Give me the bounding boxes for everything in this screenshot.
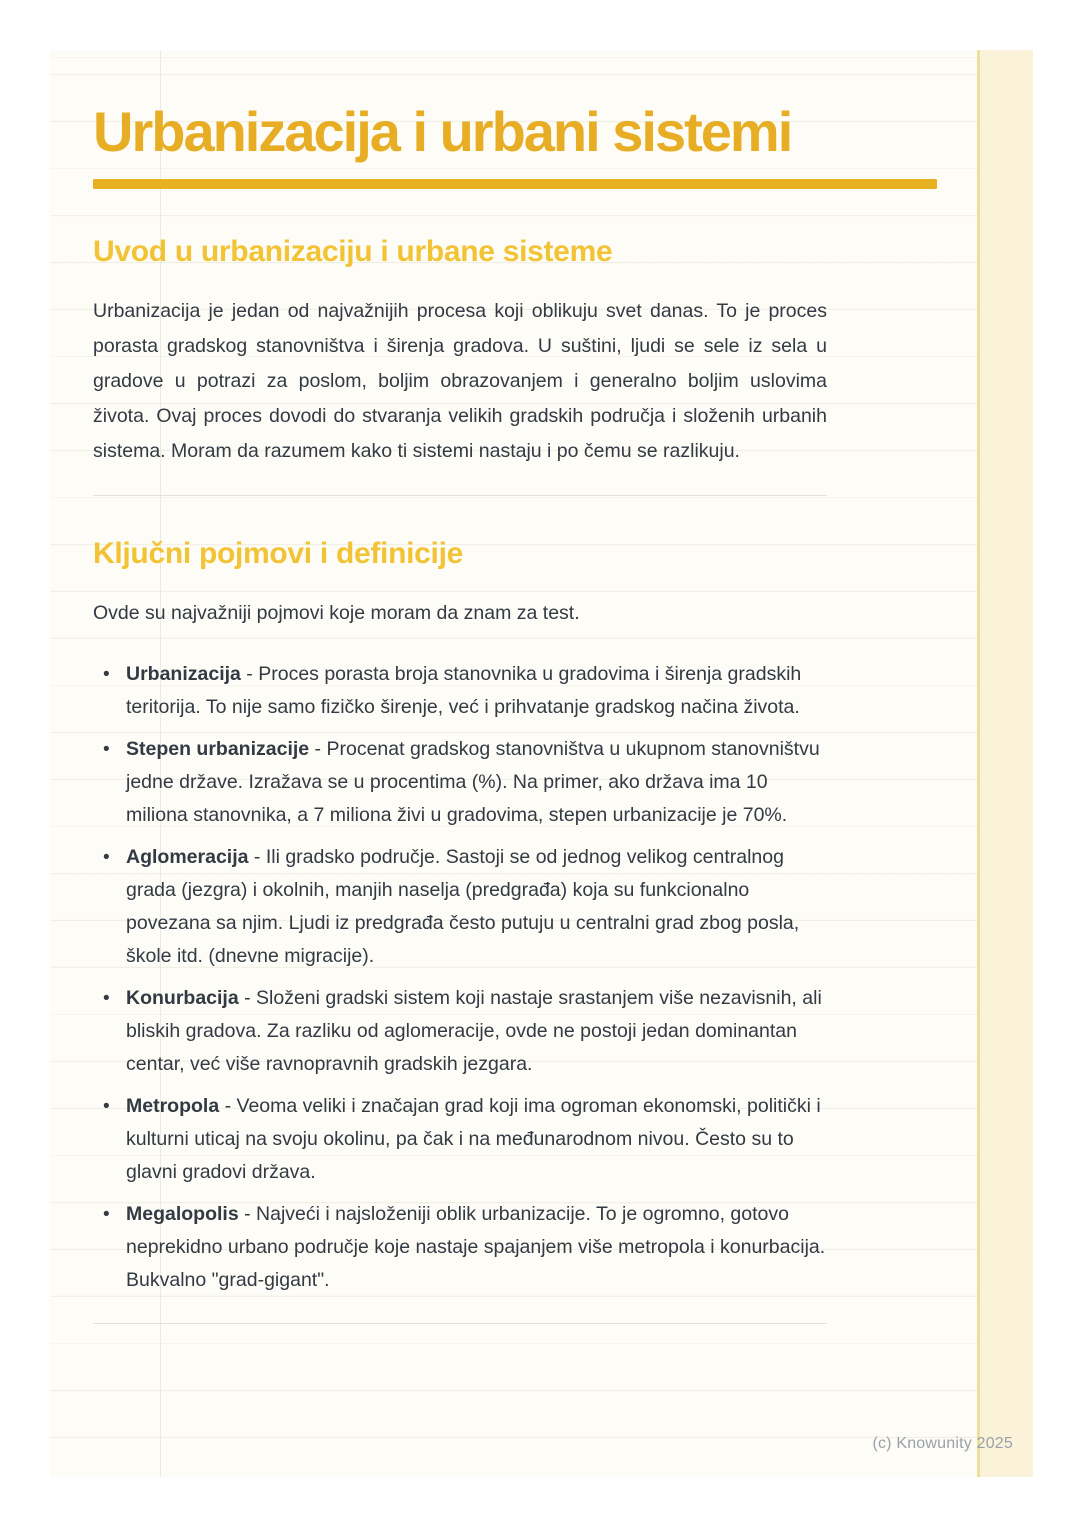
term-label: Urbanizacija [126,663,241,686]
page-title: Urbanizacija i urbani sistemi [93,100,792,163]
definitions-intro: Ovde su najvažniji pojmovi koje moram da znam za test. [93,602,580,625]
bullet-icon: • [103,1204,110,1226]
footer-credit: (c) Knowunity 2025 [872,1435,1013,1452]
section-intro [93,235,827,469]
term-item [93,733,827,832]
page-content [50,50,827,1324]
term-label: Aglomeracija [126,846,249,869]
bullet-icon: • [103,664,110,686]
document-page [50,50,1033,1477]
section-divider [93,495,827,496]
term-label: Megalopolis [126,1203,239,1226]
bullet-icon: • [103,847,110,869]
term-item [93,841,827,973]
intro-paragraph: Urbanizacija je jedan od najvažnijih procesa koji oblikuju svet danas. To je proces porasta gradskog stanovništva i širenja gradova. U suštini, ljudi se sele iz sela u gradove u potrazi za poslom, boljim obrazovanjem i generalno boljim uslovima života. Ovaj proces dovodi do stvaranja velikih gradskih područja i složenih urbanih sistema. Moram da razumem kako ti sistemi nastaju i po čemu se razlikuju. [93,300,827,463]
section-definitions [93,537,827,1297]
term-separator: - [238,987,257,1010]
term-definition: Proces porasta broja stanovnika u gradovima i širenja gradskih teritorija. To nije samo fizičko širenje, već i prihvatanje gradskog načina života. [126,663,802,719]
term-item [93,1090,827,1189]
term-definition: Složeni gradski sistem koji nastaje srastanjem više nezavisnih, ali bliskih gradova. Za razliku od aglomeracije, ovde ne postoji jedan dominantan centar, već više ravnopravnih gradskih jezgara. [126,987,822,1076]
term-separator: - [238,1203,257,1226]
term-definition: Procenat gradskog stanovništva u ukupnom stanovništvu jedne države. Izražava se u procentima (%). Na primer, ako država ima 10 miliona stanovnika, a 7 miliona živi u gradovima, stepen urbanizacije je 70%. [126,738,820,827]
term-definition: Veoma veliki i značajan grad koji ima ogroman ekonomski, politički i kulturni uticaj na svoju okolinu, pa čak i na međunarodnom nivou. Često su to glavni gradovi država. [126,1095,821,1184]
intro-section-heading: Uvod u urbanizaciju i urbane sisteme [93,235,613,269]
term-label: Stepen urbanizacije [126,738,310,761]
term-separator: - [248,846,266,869]
term-separator: - [309,738,327,761]
term-definition: Najveći i najsloženiji oblik urbanizacije. To je ogromno, gotovo neprekidno urbano područje koje nastaje spajanjem više metropola i konurbacija. Bukvalno "grad-gigant". [126,1203,826,1292]
section-divider [93,1323,827,1324]
term-separator: - [240,663,259,686]
terms-list [93,658,827,1297]
term-item [93,982,827,1081]
title-underline [93,179,937,189]
page-edge-band [977,50,1033,1477]
term-definition: Ili gradsko područje. Sastoji se od jednog velikog centralnog grada (jezgra) i okolnih, manjih naselja (predgrađa) koja su funkcionalno povezana sa njim. Ljudi iz predgrađa često putuju u centralni grad zbog posla, škole itd. (dnevne migracije). [126,846,800,968]
definitions-section-heading: Ključni pojmovi i definicije [93,537,463,571]
term-separator: - [219,1095,237,1118]
bullet-icon: • [103,1096,110,1118]
bullet-icon: • [103,739,110,761]
term-item [93,1198,827,1297]
term-item [93,658,827,724]
term-label: Metropola [126,1095,220,1118]
term-label: Konurbacija [126,987,239,1010]
bullet-icon: • [103,988,110,1010]
